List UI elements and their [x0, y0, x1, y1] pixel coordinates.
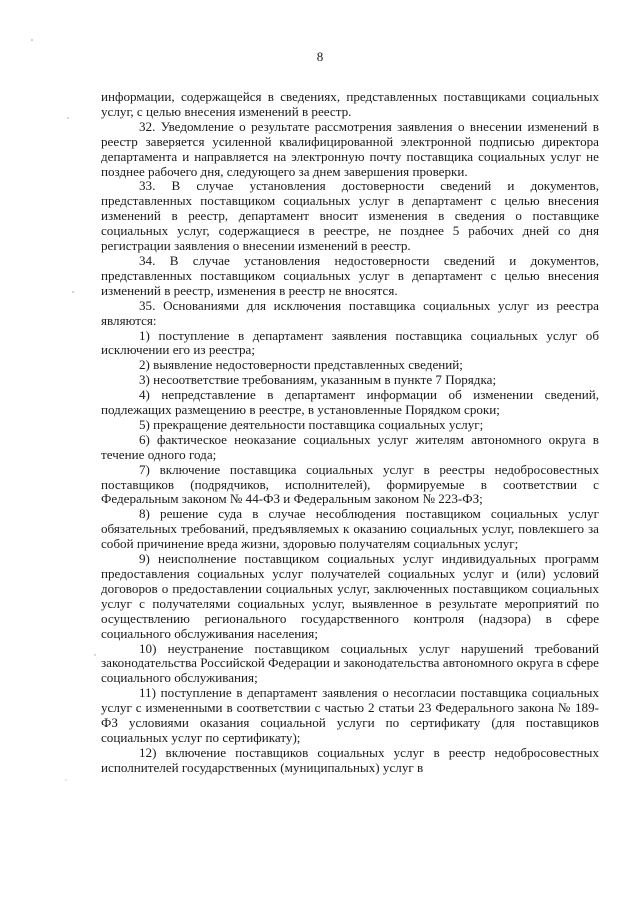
scan-speck: [67, 117, 68, 118]
list-item-11: 11) поступление в департамент заявления о несогласии поставщика социальных услуг с измененными в соответствии с частью 2 статьи 23 Федерального закона № 189-ФЗ условиями оказания социальной услуги по сертификату (для поставщиков социальных услуг по сертификату);: [101, 685, 599, 745]
list-item-7: 7) включение поставщика социальных услуг в реестры недобросовестных поставщиков (подрядчиков, исполнителей), формируемые в соответствии с Федеральным законом № 44-ФЗ и Федеральным законом № 223-ФЗ;: [101, 461, 599, 507]
list-item-2: 2) выявление недостоверности представленных сведений;: [139, 357, 463, 373]
paragraph-34: 34. В случае установления недостоверности сведений и документов, представленных поставщиком социальных услуг в департамент с целью внесения изменений в реестр, изменения в реестр не вносятся.: [101, 252, 599, 298]
scan-speck: [72, 291, 74, 293]
list-item-9: 9) неисполнение поставщиком социальных услуг индивидуальных программ предоставления социальных услуг получателей социальных услуг и (или) условий договоров о предоставлении социальных услуг, заключенных поставщиком социальных услуг с получателями социальных услуг, выявленное в результате мероприятий по осуществлению регионального государственного контроля (надзора) в сфере социального обслуживания населения;: [101, 551, 599, 641]
page-number: 8: [316, 49, 324, 64]
list-item-12: 12) включение поставщиков социальных услуг в реестр недобросовестных исполнителей государственных (муниципальных) услуг в: [101, 744, 599, 775]
scan-speck: [31, 39, 33, 41]
list-item-10: 10) неустранение поставщиком социальных услуг нарушений требований законодательства Российской Федерации и законодательства автономного округа в сфере социального обслуживания;: [101, 640, 599, 686]
list-item-4: 4) непредставление в департамент информации об изменении сведений, подлежащих размещению в реестре, в установленные Порядком сроки;: [101, 387, 599, 418]
scan-speck: [94, 654, 95, 655]
scan-speck: [65, 779, 66, 780]
list-item-1: 1) поступление в департамент заявления поставщика социальных услуг об исключении его из реестра;: [101, 327, 599, 358]
list-item-8: 8) решение суда в случае несоблюдения поставщиком социальных услуг обязательных требований, предъявляемых к оказанию социальных услуг, повлекшего за собой причинение вреда жизни, здоровью получателям социальных услуг;: [101, 506, 599, 552]
list-item-6: 6) фактическое неоказание социальных услуг жителям автономного округа в течение одного года;: [101, 431, 599, 462]
list-item-3: 3) несоответствие требованиям, указанным в пункте 7 Порядка;: [139, 372, 497, 388]
paragraph-35: 35. Основаниями для исключения поставщика социальных услуг из реестра являются:: [101, 297, 599, 328]
paragraph-33: 33. В случае установления достоверности сведений и документов, представленных поставщиком социальных услуг в департамент с целью внесения изменений в реестр, департамент вносит изменения в сведения о поставщике социальных услуг, содержащиеся в реестре, не позднее 5 рабочих дней со дня регистрации заявления о внесении изменений в реестр.: [101, 178, 599, 254]
paragraph-32: 32. Уведомление о результате рассмотрения заявления о внесении изменений в реестр заверяется усиленной квалифицированной электронной подписью директора департамента и направляется на электронную почту поставщика социальных услуг не позднее рабочего дня, следующего за днем завершения проверки.: [101, 118, 599, 179]
list-item-5: 5) прекращение деятельности поставщика социальных услуг;: [139, 416, 484, 432]
paragraph-continuation: информации, содержащейся в сведениях, представленных поставщиками социальных услуг, с целью внесения изменений в реестр.: [101, 89, 599, 119]
